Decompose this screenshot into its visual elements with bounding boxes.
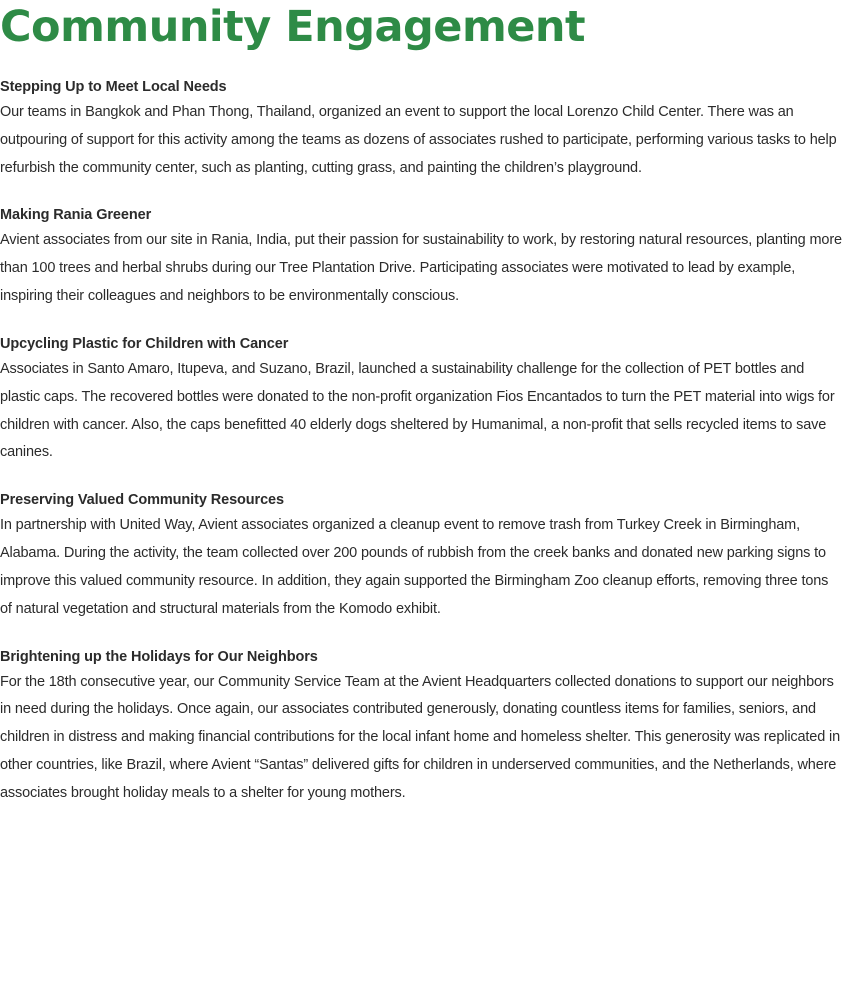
section-stepping-up-to-meet-local-needs — [0, 79, 843, 182]
section-heading: Preserving Valued Community Resources — [0, 492, 284, 509]
section-preserving-valued-community-resources — [0, 492, 843, 623]
section-upcycling-plastic-for-children-with-cancer — [0, 336, 843, 467]
section-body: In partnership with United Way, Avient associates organized a cleanup event to remove trash from Turkey Creek in Birmingham, Alabama. During the activity, the team collected over 200 pounds of rubbish from the creek banks and donated new parking signs to improve this valued community resource. In addition, they again supported the Birmingham Zoo cleanup efforts, removing three tons of natural vegetation and structural materials from the Komodo exhibit. — [0, 517, 829, 617]
section-body: Avient associates from our site in Rania, India, put their passion for sustainability to work, by restoring natural resources, planting more than 100 trees and herbal shrubs during our Tree Plantation Drive. Participating associates were motivated to lead by example, inspiring their colleagues and neighbors to be environmentally conscious. — [0, 232, 842, 305]
section-body: Associates in Santo Amaro, Itupeva, and Suzano, Brazil, launched a sustainability challenge for the collection of PET bottles and plastic caps. The recovered bottles were donated to the non-profit organization Fios Encantados to turn the PET material into wigs for children with cancer. Also, the caps benefitted 40 elderly dogs sheltered by Humanimal, a non-profit that sells recycled items to save canines. — [0, 360, 835, 461]
sections-container — [0, 79, 843, 808]
document-page — [0, 2, 843, 808]
section-heading: Brightening up the Holidays for Our Neighbors — [0, 648, 318, 665]
section-making-rania-greener — [0, 207, 843, 310]
section-heading: Upcycling Plastic for Children with Cancer — [0, 335, 289, 352]
page-title: Community Engagement — [0, 2, 586, 52]
section-heading: Making Rania Greener — [0, 207, 152, 224]
section-heading: Stepping Up to Meet Local Needs — [0, 79, 227, 95]
section-body: Our teams in Bangkok and Phan Thong, Thailand, organized an event to support the local Lorenzo Child Center. There was an outpouring of support for this activity among the teams as dozens of associates rushed to participate, performing various tasks to help refurbish the community center, such as planting, cutting grass, and painting the children’s playground. — [0, 104, 837, 176]
section-brightening-up-the-holidays-for-our-neighbors — [0, 649, 843, 808]
section-body: For the 18th consecutive year, our Community Service Team at the Avient Headquarters collected donations to support our neighbors in need during the holidays. Once again, our associates contributed generously, donating countless items for families, seniors, and children in distress and making financial contributions for the local infant home and homeless shelter. This generosity was replicated in other countries, like Brazil, where Avient “Santas” delivered gifts for children in underserved communities, and the Netherlands, where associates brought holiday meals to a shelter for young mothers. — [0, 673, 840, 801]
